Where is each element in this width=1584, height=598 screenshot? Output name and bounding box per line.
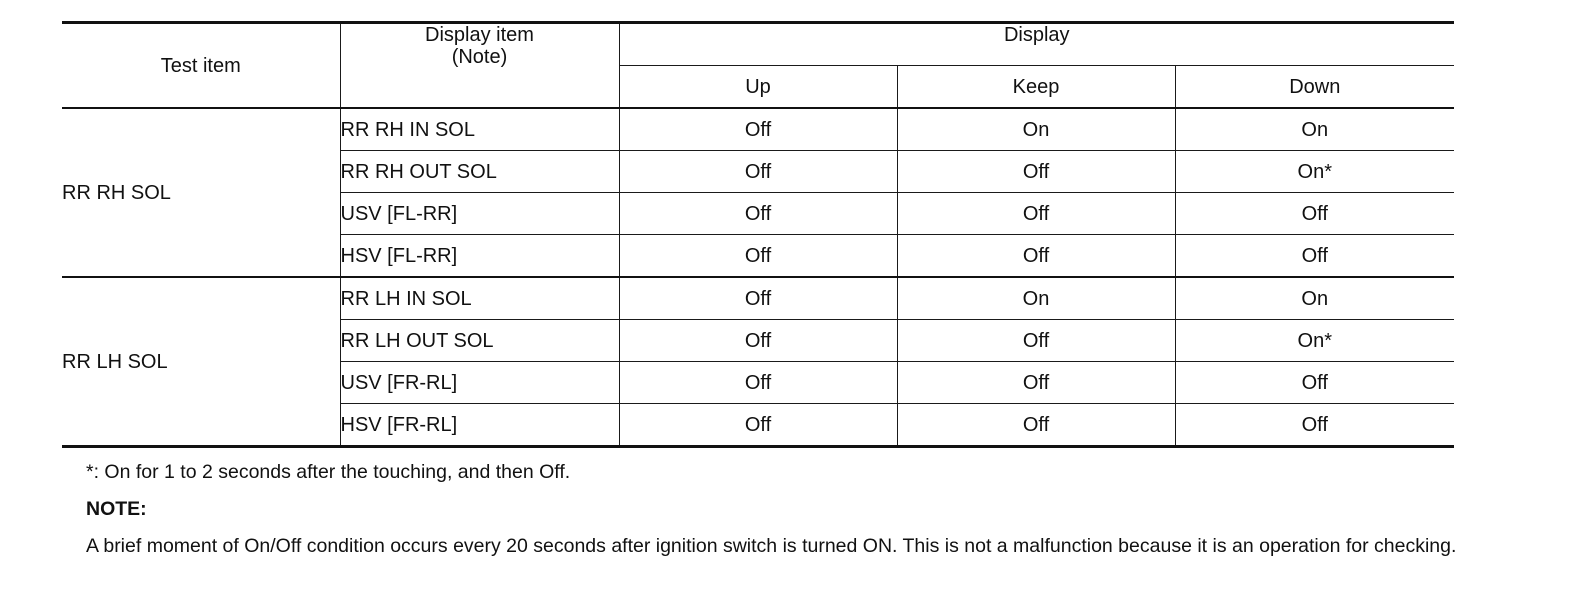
display-item-cell: RR RH OUT SOL	[340, 151, 619, 193]
spec-table-container	[62, 21, 1454, 448]
header-keep: Keep	[897, 66, 1175, 109]
note-title: NOTE:	[86, 498, 147, 520]
header-down: Down	[1175, 66, 1454, 109]
up-cell: Off	[619, 193, 897, 235]
display-item-cell: USV [FR-RL]	[340, 362, 619, 404]
display-spec-table	[62, 21, 1454, 448]
notes-section	[86, 457, 1466, 562]
table-row	[62, 108, 1454, 151]
table-row	[62, 277, 1454, 320]
keep-cell: Off	[897, 404, 1175, 447]
footnote: *: On for 1 to 2 seconds after the touching, and then Off.	[86, 461, 571, 483]
header-row-1	[62, 23, 1454, 66]
keep-cell: Off	[897, 235, 1175, 278]
keep-cell: Off	[897, 151, 1175, 193]
keep-cell: On	[897, 277, 1175, 320]
up-cell: Off	[619, 108, 897, 151]
display-item-cell: RR RH IN SOL	[340, 108, 619, 151]
display-item-cell: USV [FL-RR]	[340, 193, 619, 235]
display-item-cell: RR LH OUT SOL	[340, 320, 619, 362]
up-cell: Off	[619, 235, 897, 278]
header-display-item	[340, 23, 619, 109]
up-cell: Off	[619, 320, 897, 362]
keep-cell: Off	[897, 193, 1175, 235]
keep-cell: Off	[897, 320, 1175, 362]
keep-cell: Off	[897, 362, 1175, 404]
note-body: A brief moment of On/Off condition occurs every 20 seconds after ignition switch is turned ON. This is not a malfunction because it is an operation for checking.	[86, 535, 1457, 557]
display-item-cell: HSV [FR-RL]	[340, 404, 619, 447]
down-cell: On*	[1175, 320, 1454, 362]
header-display-item-line1: Display item	[425, 24, 534, 46]
down-cell: Off	[1175, 362, 1454, 404]
header-up: Up	[619, 66, 897, 109]
header-display-item-line2: (Note)	[451, 46, 508, 68]
down-cell: Off	[1175, 235, 1454, 278]
header-test-item: Test item	[62, 23, 340, 109]
header-display: Display	[619, 23, 1454, 66]
display-item-cell: HSV [FL-RR]	[340, 235, 619, 278]
up-cell: Off	[619, 404, 897, 447]
down-cell: On	[1175, 277, 1454, 320]
up-cell: Off	[619, 277, 897, 320]
down-cell: Off	[1175, 404, 1454, 447]
down-cell: On	[1175, 108, 1454, 151]
display-item-cell: RR LH IN SOL	[340, 277, 619, 320]
keep-cell: On	[897, 108, 1175, 151]
test-item-cell: RR RH SOL	[62, 108, 340, 277]
test-item-cell: RR LH SOL	[62, 277, 340, 447]
down-cell: On*	[1175, 151, 1454, 193]
down-cell: Off	[1175, 193, 1454, 235]
up-cell: Off	[619, 362, 897, 404]
up-cell: Off	[619, 151, 897, 193]
